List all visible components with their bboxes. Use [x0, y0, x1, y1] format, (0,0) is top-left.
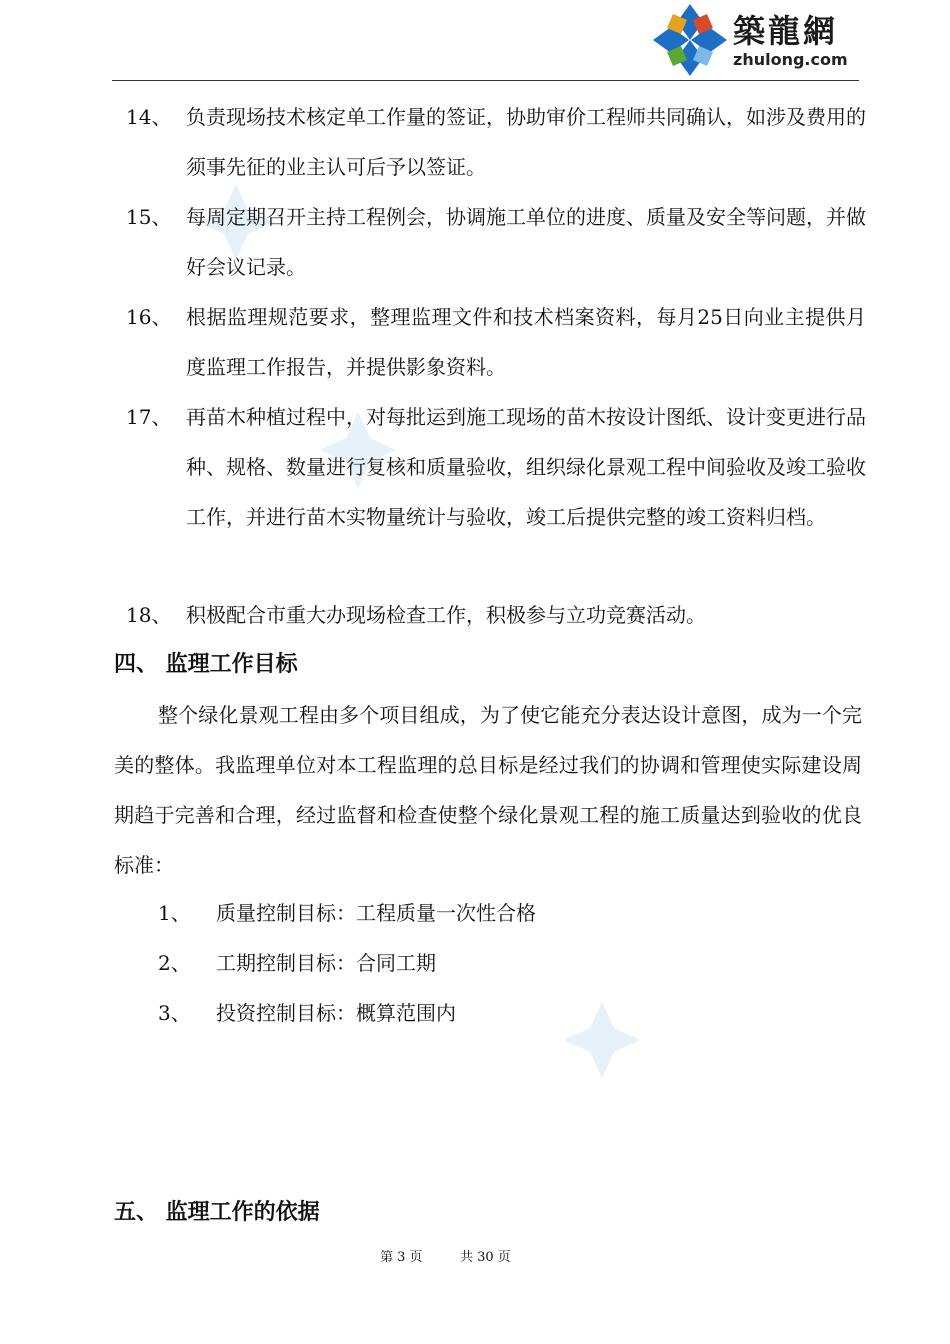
item-number: 14、: [126, 105, 172, 129]
logo-url: zhulong.com: [733, 50, 848, 69]
goal-number: 3、: [158, 1001, 191, 1025]
header-divider: [112, 80, 859, 81]
item-number: 16、: [126, 305, 172, 329]
page-total: 共 30 页: [460, 1250, 511, 1265]
goal-text: 投资控制目标：概算范围内: [216, 1001, 456, 1025]
watermark-icon: [562, 1000, 642, 1080]
goal-number: 2、: [158, 951, 191, 975]
item-number: 15、: [126, 205, 172, 229]
item-text: 负责现场技术核定单工作量的签证，协助审价工程师共同确认，如涉及费用的须事先征的业主认可后予以签证。: [186, 105, 866, 179]
item-text: 再苗木种植过程中，对每批运到施工现场的苗木按设计图纸、设计变更进行品种、规格、数量进行复核和质量验收，组织绿化景观工程中间验收及竣工验收工作，并进行苗木实物量统计与验收，竣工后提供完整的竣工资料归档。: [186, 405, 866, 529]
goal-text: 工期控制目标：合同工期: [216, 951, 436, 975]
section-heading: 五、 监理工作的依据: [114, 1200, 320, 1225]
logo-name: 築龍網: [733, 12, 839, 50]
goal-number: 1、: [158, 901, 191, 925]
section-heading: 四、 监理工作目标: [114, 652, 298, 677]
page-number: 第 3 页: [380, 1250, 423, 1265]
item-text: 每周定期召开主持工程例会，协调施工单位的进度、质量及安全等问题，并做好会议记录。: [186, 205, 866, 279]
zhulong-logo-icon: [645, 2, 735, 78]
item-text: 积极配合市重大办现场检查工作，积极参与立功竞赛活动。: [186, 603, 706, 627]
item-number: 18、: [126, 603, 172, 627]
item-number: 17、: [126, 405, 172, 429]
item-text: 根据监理规范要求，整理监理文件和技术档案资料，每月25日向业主提供月度监理工作报告，并提供影象资料。: [186, 305, 866, 379]
section-paragraph: 整个绿化景观工程由多个项目组成，为了使它能充分表达设计意图，成为一个完美的整体。我监理单位对本工程监理的总目标是经过我们的协调和管理使实际建设周期趋于完善和合理，经过监督和检查使整个绿化景观工程的施工质量达到验收的优良标准：: [114, 703, 862, 877]
goal-text: 质量控制目标：工程质量一次性合格: [216, 901, 536, 925]
